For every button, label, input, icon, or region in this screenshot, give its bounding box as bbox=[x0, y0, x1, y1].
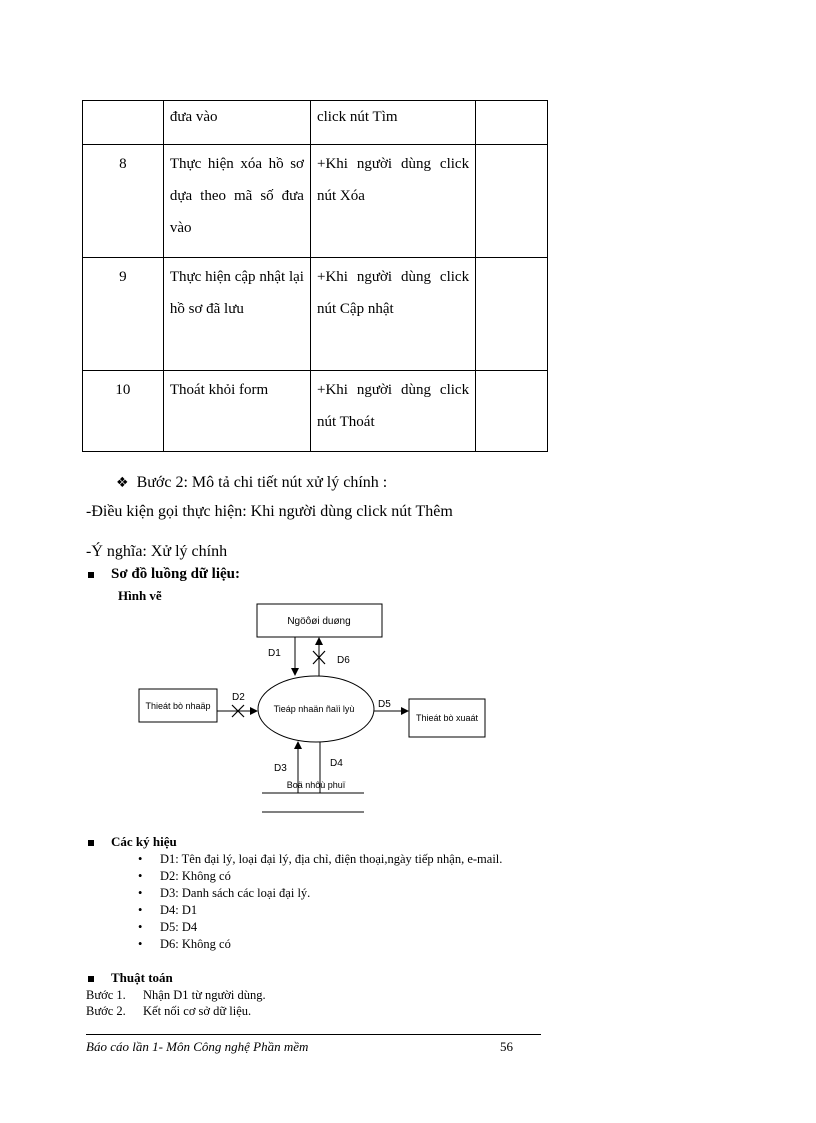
algorithm-heading: Thuật toán bbox=[111, 970, 173, 985]
symbols-list bbox=[136, 851, 522, 953]
page-number: 56 bbox=[500, 1039, 513, 1054]
algorithm-step-label: Bước 1. bbox=[86, 988, 126, 1002]
store-label: Boä nhôù phuï bbox=[286, 780, 346, 790]
list-item: • D2: Không có bbox=[138, 869, 231, 883]
symbols-heading: Các ký hiệu bbox=[111, 834, 177, 849]
algorithm-step-text: Nhận D1 từ người dùng. bbox=[143, 988, 266, 1002]
table-cell-event: +Khi người dùng click nút Thoát bbox=[310, 371, 475, 452]
table-cell-action: Thực hiện cập nhật lại hồ sơ đã lưu bbox=[163, 258, 310, 371]
footer-rule bbox=[86, 1034, 541, 1035]
table-cell-action: Thực hiện xóa hồ sơ dựa theo mã số đưa vào bbox=[163, 145, 310, 258]
process-label: Tieáp nhaän ñaïi lyù bbox=[273, 704, 355, 714]
table-cell-event: +Khi người dùng click nút Xóa bbox=[310, 145, 475, 258]
d6-label: D6 bbox=[337, 655, 350, 666]
algorithm-step bbox=[86, 1003, 251, 1020]
list-item: • D1: Tên đại lý, loại đại lý, địa chỉ, điện thoại,ngày tiếp nhận, e-mail. bbox=[138, 852, 503, 866]
d4-label: D4 bbox=[330, 758, 343, 769]
bullet-icon: • bbox=[138, 886, 143, 900]
meaning-text: -Ý nghĩa: Xử lý chính bbox=[86, 543, 228, 560]
bullet-icon: • bbox=[138, 937, 143, 951]
table-cell-action: Thoát khỏi form bbox=[163, 371, 310, 452]
diamond-bullet-icon: ❖ bbox=[116, 475, 129, 491]
d2-label: D2 bbox=[232, 692, 245, 703]
user-box-label: Ngöôøi duøng bbox=[287, 616, 351, 627]
table-cell-event: +Khi người dùng click nút Cập nhật bbox=[310, 258, 475, 371]
table-cell-event: click nút Tìm bbox=[310, 101, 475, 145]
d5-label: D5 bbox=[378, 699, 391, 710]
bullet-icon: • bbox=[138, 852, 143, 866]
algorithm-step bbox=[86, 987, 266, 1004]
dataflow-subheading: Hình vẽ bbox=[118, 588, 162, 603]
algorithm-heading-line bbox=[88, 970, 173, 986]
dataflow-heading: Sơ đồ luồng dữ liệu: bbox=[111, 566, 241, 582]
table-cell-num: 8 bbox=[83, 145, 164, 258]
list-item: • D3: Danh sách các loại đại lý. bbox=[138, 886, 311, 900]
table-cell-action: đưa vào bbox=[163, 101, 310, 145]
algorithm-step-label: Bước 2. bbox=[86, 1004, 126, 1018]
footer-title: Báo cáo lần 1- Môn Công nghệ Phần mềm bbox=[86, 1039, 309, 1054]
input-box-label: Thieát bò nhaäp bbox=[145, 701, 211, 711]
table-cell-num: 9 bbox=[83, 258, 164, 371]
symbols-heading-line bbox=[88, 834, 177, 850]
table-cell-num: 10 bbox=[83, 371, 164, 452]
condition-text: -Điều kiện gọi thực hiện: Khi người dùng click nút Thêm bbox=[86, 503, 453, 520]
square-bullet-icon bbox=[88, 840, 94, 846]
d3-label: D3 bbox=[274, 763, 287, 774]
bullet-icon: • bbox=[138, 903, 143, 917]
algorithm-step-text: Kết nối cơ sở dữ liệu. bbox=[143, 1004, 252, 1018]
output-box-label: Thieát bò xuaát bbox=[415, 713, 479, 723]
bullet-icon: • bbox=[138, 869, 143, 883]
list-item: • D6: Không có bbox=[138, 937, 231, 951]
d1-label: D1 bbox=[268, 648, 281, 659]
list-item: • D4: D1 bbox=[138, 903, 198, 917]
bullet-icon: • bbox=[138, 920, 143, 934]
step2-text: Bước 2: Mô tả chi tiết nút xử lý chính : bbox=[136, 474, 388, 491]
square-bullet-icon bbox=[88, 976, 94, 982]
list-item: • D5: D4 bbox=[138, 920, 198, 934]
